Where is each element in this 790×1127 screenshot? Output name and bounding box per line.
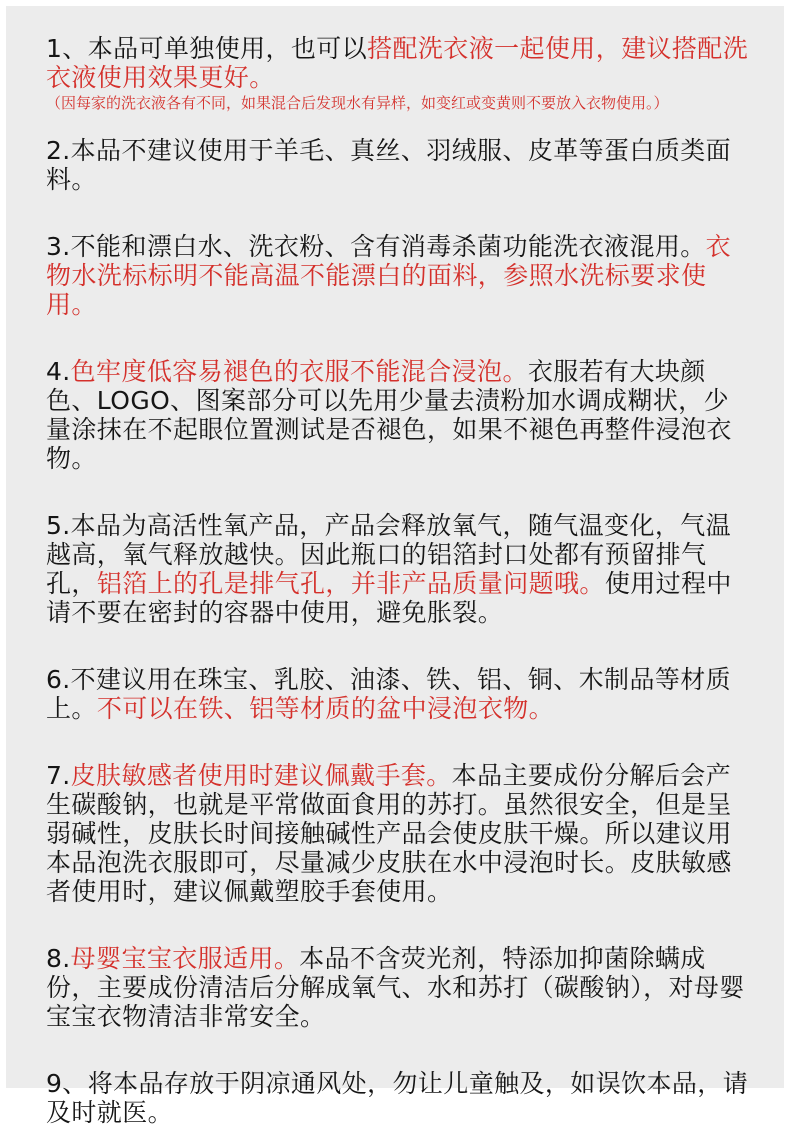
item-8-number: 8.: [46, 944, 71, 973]
instruction-item-3: [46, 232, 754, 319]
item-4-number: 4.: [46, 357, 71, 386]
item-3-text: 3.不能和漂白水、洗衣粉、含有消毒杀菌功能洗衣液混用。: [46, 232, 706, 261]
instruction-item-1: [46, 34, 754, 112]
item-6-highlight: 不可以在铁、铝等材质的盆中浸泡衣物。: [96, 694, 555, 723]
instruction-item-7: [46, 761, 754, 906]
item-5-text-end: 使用过程中请不要在密封的容器中使用，避免胀裂。: [46, 569, 732, 627]
item-3-highlight: 衣物水洗标标明不能高温不能漂白的面料，参照水洗标要求使用。: [46, 232, 732, 319]
item-7-text: 本品主要成份分解后会产生碳酸钠，也就是平常做面食用的苏打。虽然很安全，但是呈弱碱性，皮肤长时间接触碱性产品会使皮肤干燥。所以建议用本品泡洗衣服即可，尽量减少皮肤在水中浸泡时长。皮肤敏感者使用时，建议佩戴塑胶手套使用。: [46, 761, 732, 906]
instruction-item-2: [46, 136, 754, 194]
item-2-text: 2.本品不建议使用于羊毛、真丝、羽绒服、皮革等蛋白质类面料。: [46, 136, 732, 194]
item-7-number: 7.: [46, 761, 71, 790]
instructions-panel: [6, 6, 784, 1127]
instruction-item-9: [46, 1069, 754, 1127]
item-5-highlight: 铝箔上的孔是排气孔，并非产品质量问题哦。: [96, 569, 605, 598]
instruction-item-4: [46, 357, 754, 473]
item-8-text: 本品不含荧光剂，特添加抑菌除螨成份，主要成份清洁后分解成氧气、水和苏打（碳酸钠），对母婴宝宝衣物清洁非常安全。: [46, 944, 745, 1031]
instruction-item-8: [46, 944, 754, 1031]
instruction-item-6: [46, 665, 754, 723]
item-9-text: 9、将本品存放于阴凉通风处，勿让儿童触及，如误饮本品，请及时就医。: [46, 1069, 749, 1127]
item-4-highlight: 色牢度低容易褪色的衣服不能混合浸泡。: [70, 357, 528, 386]
item-1-highlight: 搭配洗衣液一起使用，建议搭配洗衣液使用效果更好。: [46, 34, 749, 92]
item-4-text: 衣服若有大块颜色、LOGO、图案部分可以先用少量去渍粉加水调成糊状，少量涂抹在不起眼位置测试是否褪色，如果不褪色再整件浸泡衣物。: [46, 357, 732, 473]
item-8-highlight: 母婴宝宝衣服适用。: [70, 944, 300, 973]
item-1-note: （因每家的洗衣液各有不同，如果混合后发现水有异样，如变红或变黄则不要放入衣物使用。）: [46, 94, 669, 112]
item-5-text: 5.本品为高活性氧产品，产品会释放氧气，随气温变化，气温越高，氧气释放越快。因此瓶口的铝箔封口处都有预留排气孔，: [46, 511, 732, 598]
instruction-item-5: [46, 511, 754, 627]
item-6-text: 6.不建议用在珠宝、乳胶、油漆、铁、铝、铜、木制品等材质上。: [46, 665, 732, 723]
item-1-text: 1、本品可单独使用，也可以: [46, 34, 368, 63]
item-7-highlight: 皮肤敏感者使用时建议佩戴手套。: [70, 761, 452, 790]
